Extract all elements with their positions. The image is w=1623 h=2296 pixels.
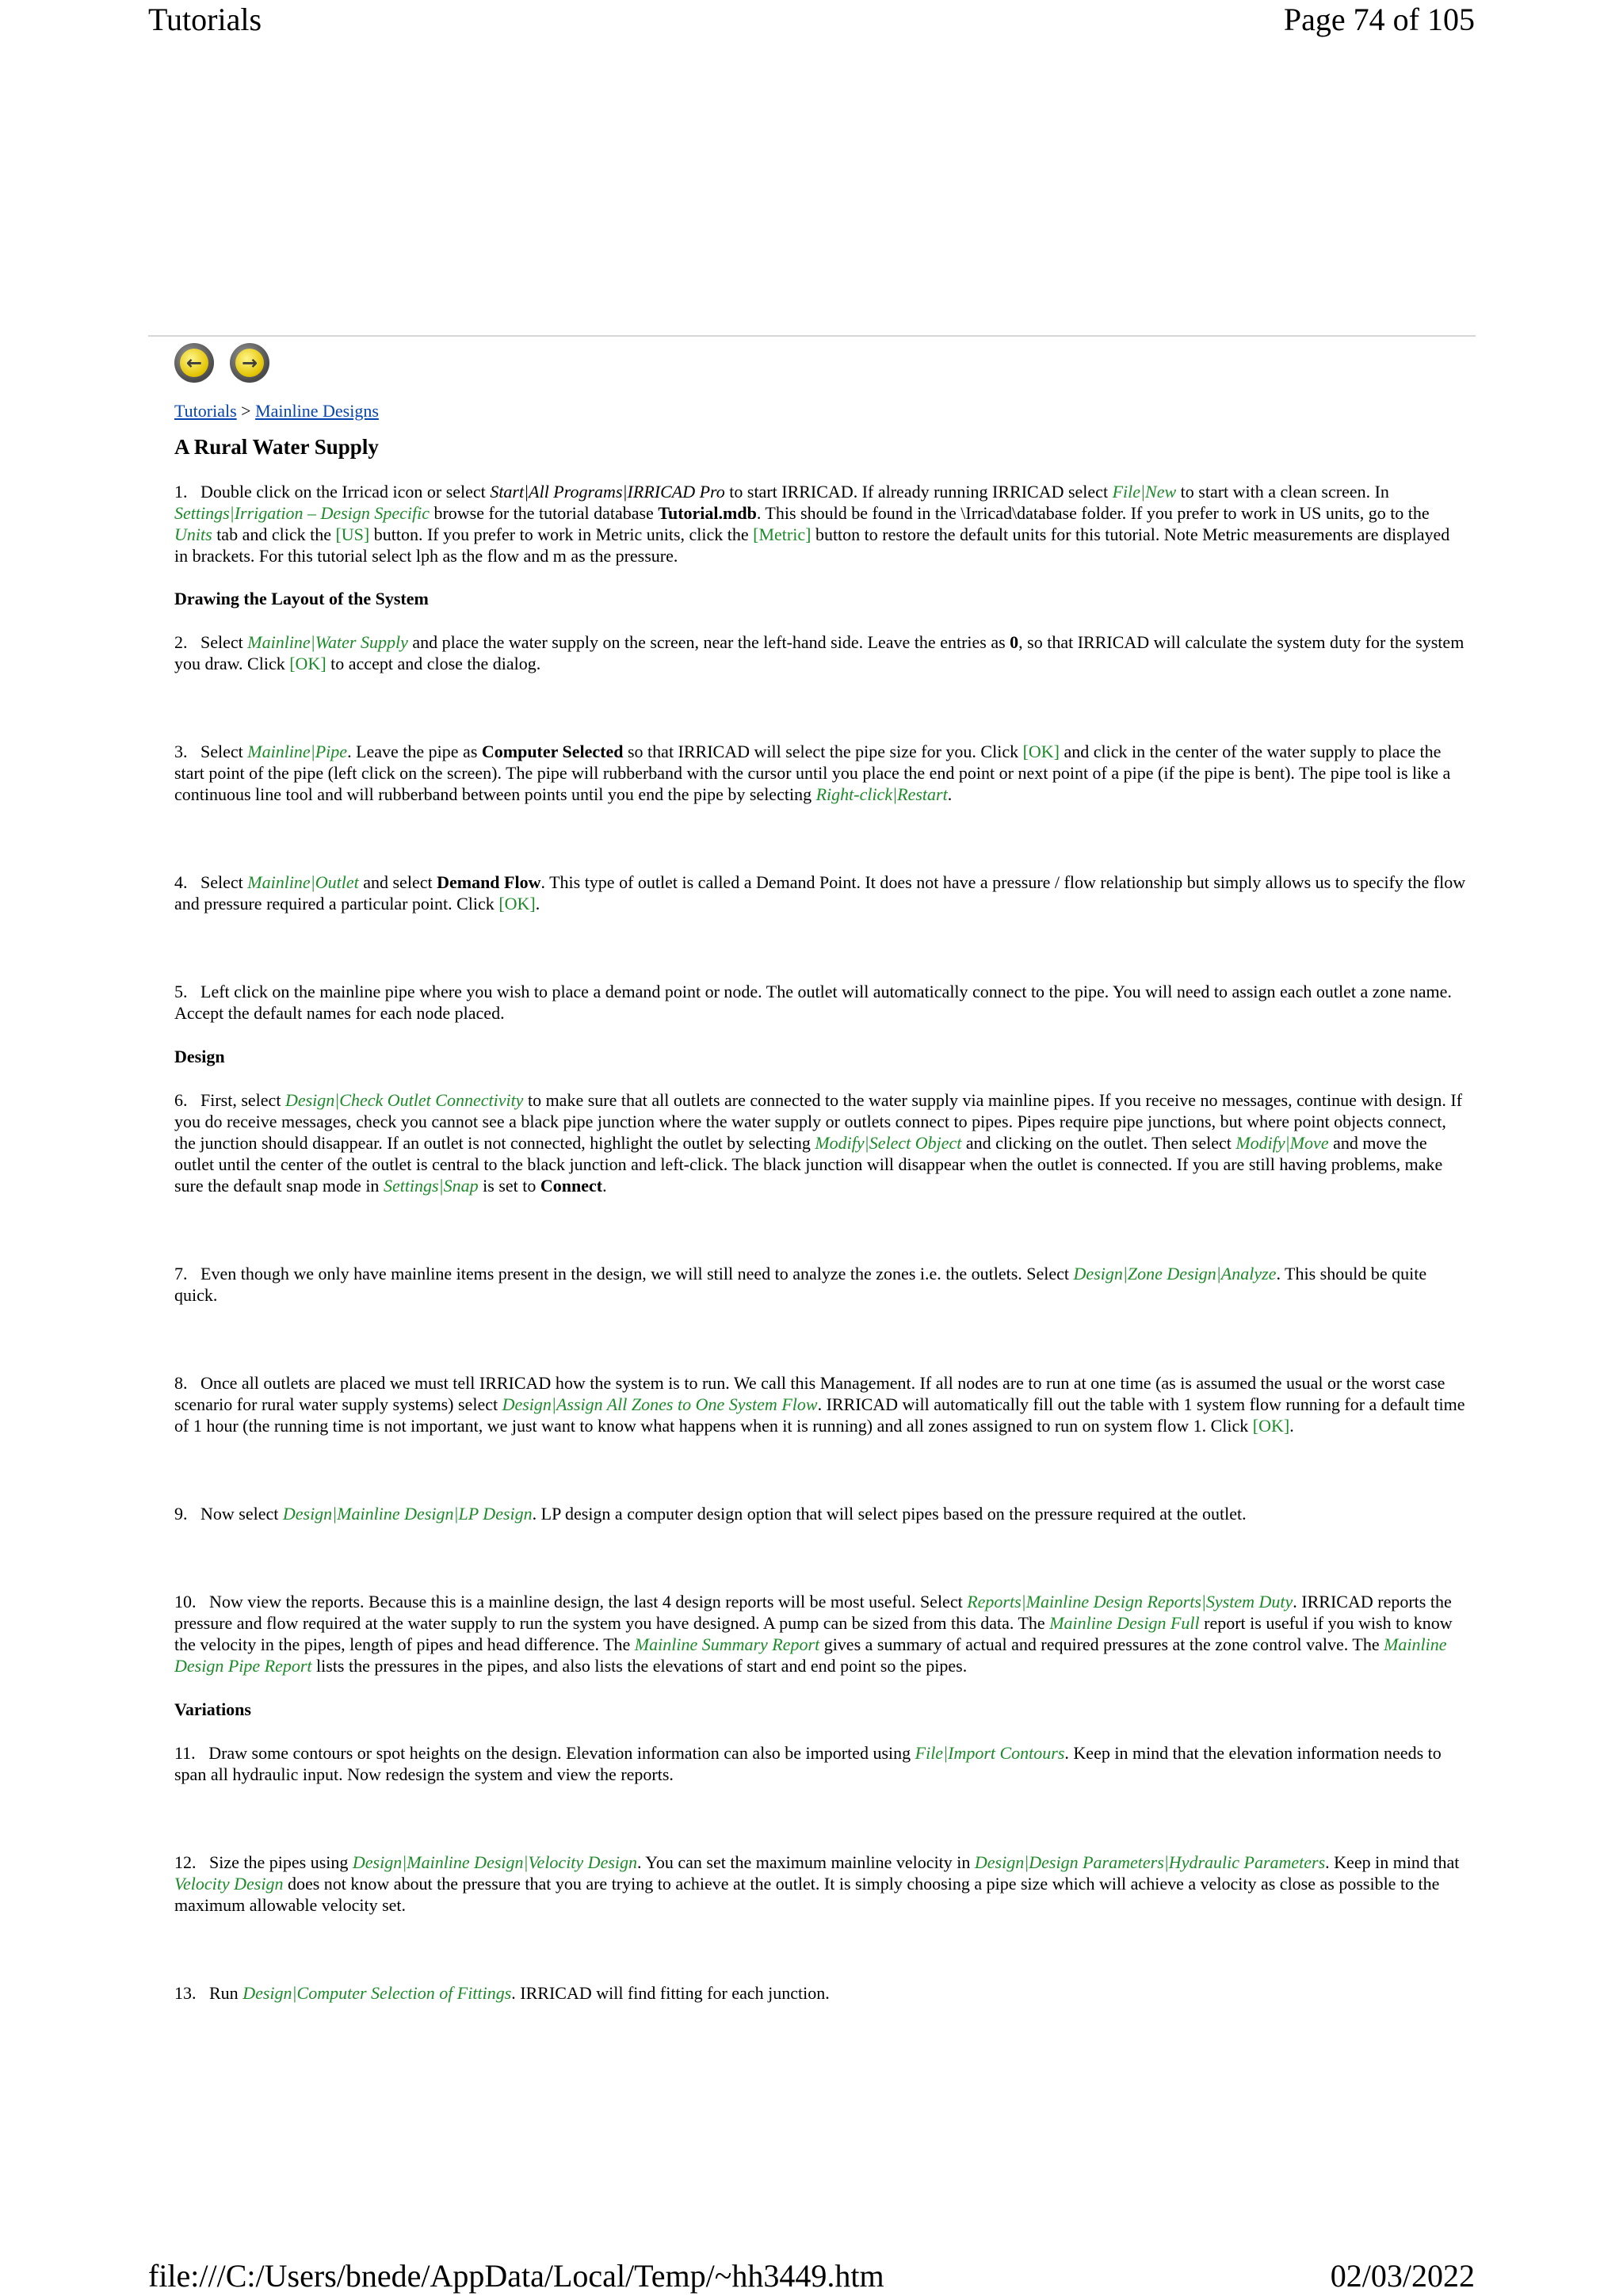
step-text: . This should be quite quick.: [174, 1264, 1427, 1305]
page-header-title: Tutorials: [148, 2, 262, 37]
section-heading-variations: Variations: [174, 1699, 251, 1719]
step-8: [174, 1372, 1466, 1436]
page-footer-date: 02/03/2022: [1330, 2258, 1475, 2294]
step-6: [174, 1089, 1466, 1196]
menu-path: Design|Assign All Zones to One System Flow: [502, 1394, 818, 1414]
menu-path: Mainline|Outlet: [247, 872, 359, 892]
back-arrow-icon: ←: [180, 349, 208, 377]
page-footer-file-path: file:///C:/Users/bnede/AppData/Local/Temp/~hh3449.htm: [148, 2258, 884, 2294]
step-number: 10.: [174, 1592, 197, 1611]
menu-path: Design|Mainline Design|LP Design: [282, 1504, 533, 1524]
step-number: 6.: [174, 1090, 188, 1110]
back-button[interactable]: [174, 343, 214, 383]
menu-path: Modify|Move: [1235, 1133, 1329, 1153]
bold-value: Computer Selected: [481, 742, 624, 761]
step-text: Now view the reports. Because this is a mainline design, the last 4 design reports will be most useful. Select: [209, 1592, 968, 1611]
step-number: 2.: [174, 632, 188, 652]
step-text: . IRRICAD will find fitting for each junction.: [511, 1983, 830, 2003]
step-text: is set to: [478, 1176, 540, 1196]
step-text: tab and click the: [212, 524, 336, 544]
step-number: 11.: [174, 1743, 196, 1763]
step-text: .: [602, 1176, 607, 1196]
step-text: Select: [200, 872, 248, 892]
bold-value: 0: [1010, 632, 1019, 652]
step-text: button to restore the default units for this tutorial. Note Metric measurements are displayed in brackets. For this tutorial select lph as the flow and m as the pressure.: [174, 524, 1450, 566]
menu-path: Design|Mainline Design|Velocity Design: [352, 1852, 638, 1872]
step-text: browse for the tutorial database: [429, 503, 659, 523]
step-text: . This should be found in the \Irricad\database folder. If you prefer to work in US units, go to the: [756, 503, 1430, 523]
step-text: . You can set the maximum mainline velocity in: [637, 1852, 975, 1872]
bold-value: Connect: [540, 1176, 603, 1196]
menu-path: Mainline Design Full: [1049, 1613, 1200, 1633]
step-text: First, select: [200, 1090, 285, 1110]
step-text: and clicking on the outlet. Then select: [961, 1133, 1236, 1153]
menu-path: Mainline Summary Report: [634, 1634, 820, 1654]
menu-path: Right-click|Restart: [815, 784, 948, 804]
menu-path: Settings|Snap: [383, 1176, 479, 1196]
step-text: . IRRICAD will automatically fill out the table with 1 system flow running for a default time of 1 hour (the running time is not important, we just want to know what happens when it is running) and all zones assigned to run on system flow 1. Click: [174, 1394, 1465, 1436]
step-text: Draw some contours or spot heights on the design. Elevation information can also be imported using: [208, 1743, 915, 1763]
step-text: to start IRRICAD. If already running IRRICAD select: [724, 482, 1113, 502]
breadcrumb-separator: >: [236, 401, 256, 421]
step-text: Select: [200, 632, 248, 652]
step-number: 4.: [174, 872, 188, 892]
section-heading-design: Design: [174, 1047, 225, 1066]
button-reference: [OK]: [289, 654, 327, 673]
step-text: Size the pipes using: [209, 1852, 353, 1872]
breadcrumb: [174, 400, 1466, 421]
button-reference: [OK]: [1022, 742, 1060, 761]
step-9: [174, 1503, 1466, 1524]
step-text: so that IRRICAD will select the pipe size for you. Click: [623, 742, 1023, 761]
step-number: 5.: [174, 982, 188, 1001]
step-text: Once all outlets are placed we must tell IRRICAD how the system is to run. We call this Management. If all nodes are to run at one time (as is assumed the usual or the worst case scenario for rural water supply systems) select: [174, 1373, 1445, 1414]
step-text: and click in the center of the water supply to place the start point of the pipe (left click on the screen). The pipe will rubberband with the cursor until you place the end point or next point of a pipe (if the pipe is bent). The pipe tool is like a continuous line tool and will rubberband between points until you end the pipe by selecting: [174, 742, 1451, 804]
step-4: [174, 871, 1466, 914]
menu-path: Design|Zone Design|Analyze: [1073, 1264, 1277, 1283]
step-text: Left click on the mainline pipe where you wish to place a demand point or node. The outlet will automatically connect to the pipe. You will need to assign each outlet a zone name. Accept the default names for each node placed.: [174, 982, 1452, 1023]
step-text: Now select: [200, 1504, 283, 1524]
menu-path: Reports|Mainline Design Reports|System Duty: [967, 1592, 1293, 1611]
step-text: .: [1289, 1416, 1294, 1436]
step-number: 3.: [174, 742, 188, 761]
step-text: . Leave the pipe as: [347, 742, 482, 761]
menu-path: File|Import Contours: [915, 1743, 1065, 1763]
step-13: [174, 1982, 1466, 2004]
step-text: lists the pressures in the pipes, and also lists the elevations of start and end point so the pipes.: [311, 1656, 968, 1676]
menu-path: Settings|Irrigation – Design Specific: [174, 503, 430, 523]
button-reference: [US]: [335, 524, 370, 544]
step-text: to make sure that all outlets are connected to the water supply via mainline pipes. If you receive no messages, continue with design. If you do receive messages, check you cannot see a black pipe junction where the water supply or outlets connect to pipes. Pipes require pipe junctions, but where point objects connect, the junction should disappear. If an outlet is not connected, highlight the outlet by selecting: [174, 1090, 1463, 1153]
topic-navigation: [174, 343, 1466, 384]
top-divider: [148, 335, 1476, 337]
step-7: [174, 1263, 1466, 1306]
menu-path: Modify|Select Object: [815, 1133, 962, 1153]
menu-path: Mainline|Water Supply: [247, 632, 408, 652]
menu-path: Units: [174, 524, 212, 544]
step-text: Run: [209, 1983, 243, 2003]
step-text: Double click on the Irricad icon or select: [200, 482, 491, 502]
step-text: . Keep in mind that the elevation information needs to span all hydraulic input. Now redesign the system and view the reports.: [174, 1743, 1442, 1784]
step-number: 7.: [174, 1264, 188, 1283]
step-number: 1.: [174, 482, 188, 502]
step-text: to accept and close the dialog.: [326, 654, 541, 673]
menu-path: Mainline|Pipe: [247, 742, 348, 761]
step-text: and move the outlet until the center of the outlet is central to the black junction and left-click. The black junction will disappear when the outlet is connected. If you are still having problems, make sure the default snap mode in: [174, 1133, 1443, 1196]
menu-path: Design|Check Outlet Connectivity: [285, 1090, 524, 1110]
step-3: [174, 741, 1466, 805]
step-text: , so that IRRICAD will calculate the system duty for the system you draw. Click: [174, 632, 1465, 673]
step-number: 8.: [174, 1373, 188, 1393]
step-10: [174, 1591, 1466, 1676]
step-text: . This type of outlet is called a Demand Point. It does not have a pressure / flow relationship but simply allows us to specify the flow and pressure required a particular point. Click: [174, 872, 1466, 913]
step-5: [174, 981, 1466, 1024]
step-12: [174, 1852, 1466, 1916]
menu-path: Velocity Design: [174, 1874, 284, 1894]
step-text: and place the water supply on the screen, near the left-hand side. Leave the entries as: [407, 632, 1010, 652]
step-text: .: [947, 784, 953, 804]
menu-path: Mainline Design Pipe Report: [174, 1634, 1447, 1676]
help-topic-content: [174, 341, 1466, 2004]
step-text: . Keep in mind that: [1325, 1852, 1460, 1872]
breadcrumb-link-mainline-designs[interactable]: Mainline Designs: [255, 401, 379, 421]
step-2: [174, 631, 1466, 674]
forward-button[interactable]: [230, 343, 269, 383]
menu-path: File|New: [1112, 482, 1177, 502]
step-text: . LP design a computer design option that will select pipes based on the pressure required at the outlet.: [532, 1504, 1247, 1524]
step-text: Select: [200, 742, 248, 761]
step-number: 12.: [174, 1852, 197, 1872]
step-text: and select: [358, 872, 437, 892]
step-text: .: [535, 894, 540, 913]
step-text: does not know about the pressure that you are trying to achieve at the outlet. It is simply choosing a pipe size which will achieve a velocity as close as possible to the maximum allowable velocity set.: [174, 1874, 1440, 1915]
step-text: report is useful if you wish to know the velocity in the pipes, length of pipes and head difference. The: [174, 1613, 1453, 1654]
button-reference: [OK]: [498, 894, 536, 913]
button-reference: [Metric]: [753, 524, 812, 544]
step-text: . IRRICAD reports the pressure and flow required at the water supply to run the system you have designed. A pump can be sized from this data. The: [174, 1592, 1452, 1633]
menu-path: Start|All Programs|IRRICAD Pro: [490, 482, 725, 502]
step-text: to start with a clean screen. In: [1176, 482, 1389, 502]
page-header-page-number: Page 74 of 105: [1283, 2, 1475, 37]
bold-value: Demand Flow: [437, 872, 541, 892]
step-text: gives a summary of actual and required pressures at the zone control valve. The: [819, 1634, 1384, 1654]
menu-path: Design|Design Parameters|Hydraulic Parameters: [974, 1852, 1326, 1872]
step-number: 13.: [174, 1983, 197, 2003]
page-title: A Rural Water Supply: [174, 435, 379, 459]
file-name: Tutorial.mdb: [658, 503, 757, 523]
step-1: [174, 481, 1466, 566]
step-number: 9.: [174, 1504, 188, 1524]
step-11: [174, 1742, 1466, 1785]
step-text: button. If you prefer to work in Metric units, click the: [369, 524, 754, 544]
forward-arrow-icon: →: [235, 349, 264, 377]
step-text: Even though we only have mainline items present in the design, we will still need to analyze the zones i.e. the outlets. Select: [200, 1264, 1074, 1283]
menu-path: Design|Computer Selection of Fittings: [242, 1983, 512, 2003]
breadcrumb-link-tutorials[interactable]: Tutorials: [174, 401, 237, 421]
button-reference: [OK]: [1252, 1416, 1290, 1436]
section-heading-drawing: Drawing the Layout of the System: [174, 589, 429, 608]
